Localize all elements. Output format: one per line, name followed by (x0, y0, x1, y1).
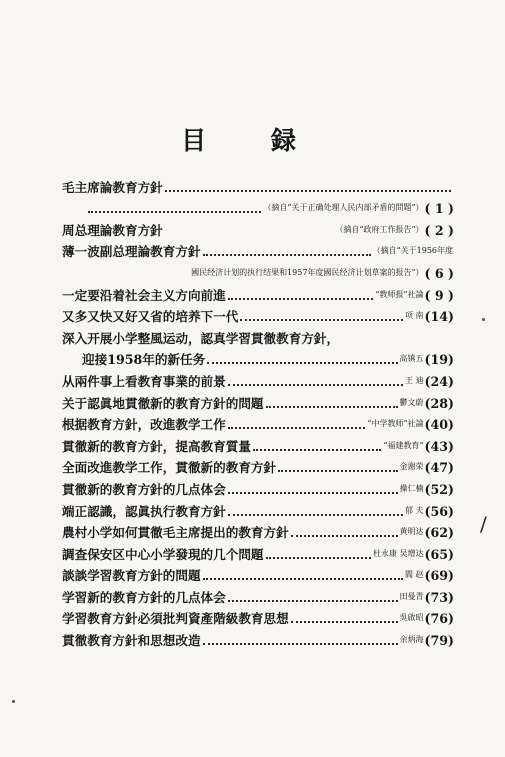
toc-entry[interactable] (62, 605, 454, 627)
entry-title: 学習新的教育方針的几点体会 (62, 589, 226, 605)
toc-entry[interactable] (62, 432, 454, 454)
toc-entry[interactable] (62, 303, 454, 325)
entry-source: 吳啟昭 (399, 613, 424, 623)
entry-page-number: (14) (424, 309, 454, 325)
entry-source: 项 南 (405, 311, 424, 321)
entry-page-number: (52) (424, 481, 454, 497)
entry-page-number: (56) (424, 503, 454, 519)
entry-page-number: (69) (424, 568, 454, 584)
entry-source: 余炳海 (399, 635, 424, 645)
dot-leader (240, 315, 403, 321)
entry-source: （摘自“关于1956年度 (372, 246, 453, 256)
toc-entry[interactable] (62, 389, 454, 411)
toc-entry[interactable] (62, 238, 454, 260)
toc-entry[interactable] (62, 173, 454, 195)
dot-leader (291, 617, 398, 623)
toc-entry[interactable] (62, 497, 454, 519)
entry-page-number: ( 1 ) (424, 201, 454, 217)
entry-page-number: (62) (424, 525, 454, 541)
entry-page-number: (79) (424, 633, 454, 649)
dot-leader (203, 250, 371, 256)
entry-source: 田曼青 (399, 591, 424, 601)
entry-title: 貫徹新的教育方針，提高教育質量 (62, 438, 251, 454)
toc-entry[interactable] (62, 583, 454, 605)
entry-page-number: (76) (424, 611, 454, 627)
toc-entry[interactable] (62, 454, 454, 476)
entry-source: “教师报”社論 (375, 289, 424, 299)
dot-leader (88, 207, 261, 213)
entry-title: 毛主席論教育方針 (62, 179, 163, 195)
entry-title: 薄一波副总理論教育方針 (62, 244, 201, 260)
entry-title: 又多又快又好又省的培养下一代 (62, 309, 239, 325)
entry-page-number: (47) (424, 460, 454, 476)
entry-source: 閻 赵 (405, 570, 424, 580)
dot-leader (291, 531, 398, 537)
toc-entry[interactable] (62, 324, 454, 346)
entry-title: 端正認識，認眞执行教育方針 (62, 503, 226, 519)
entry-title: 深入开展小学整風运动，認真学習貫徹教育方針， (62, 330, 340, 346)
entry-title: 根据教育方針，改進教学工作 (62, 417, 226, 433)
entry-source: 王 迪 (405, 375, 424, 385)
entry-source: 鬱文蔚 (399, 397, 424, 407)
entry-title: 从兩件事上看教育事業的前景 (62, 373, 226, 389)
entry-source: 黄明达 (399, 527, 424, 537)
dot-leader (228, 380, 403, 386)
entry-source: 金谢荣 (399, 462, 424, 472)
speck (12, 700, 15, 703)
dot-leader (266, 553, 372, 559)
entry-page-number: (43) (424, 438, 454, 454)
entry-source: 高镇五 (399, 354, 424, 364)
entry-title: 貫徹新的教育方針的几点体会 (62, 481, 226, 497)
dot-leader (228, 488, 398, 494)
pen-mark: / (480, 512, 487, 536)
entry-title: 全面改進教学工作，貫徹新的教育方針 (62, 460, 277, 476)
entry-title: 一定要沿着社会主义方向前進 (62, 287, 226, 303)
entry-source: 操仁楠 (399, 483, 424, 493)
toc-entry[interactable] (62, 346, 454, 368)
entry-source: “中学教师”社論 (367, 419, 424, 429)
dot-leader (253, 445, 381, 451)
toc-entry[interactable] (62, 562, 454, 584)
dot-leader (203, 639, 398, 645)
toc-entry[interactable] (62, 281, 454, 303)
entry-page-number: ( 9 ) (424, 287, 454, 303)
entry-title: 学習教育方針必須批判資產階級教育思想 (62, 611, 289, 627)
dot-leader (228, 596, 398, 602)
toc-list (62, 173, 454, 648)
entry-title: 迎接1958年的新任务 (82, 352, 206, 368)
speck (482, 318, 485, 321)
toc-entry[interactable] (62, 216, 454, 238)
dot-leader (228, 294, 374, 300)
dot-leader (228, 510, 403, 516)
entry-source: 郁 夫 (405, 505, 424, 515)
toc-entry[interactable] (62, 195, 454, 217)
entry-title: 調查保安区中心小学發現的几个問題 (62, 546, 264, 562)
entry-page-number: ( 6 ) (424, 265, 454, 281)
entry-page-number: ( 2 ) (424, 222, 454, 238)
entry-source: （摘自“政府工作报告”） (335, 224, 424, 234)
entry-page-number: (65) (424, 546, 454, 562)
entry-source: （摘自“关于正确处理人民内部矛盾的問題”） (263, 203, 424, 213)
toc-entry[interactable] (62, 259, 454, 281)
entry-source: “福建教育” (383, 440, 424, 450)
dot-leader (266, 402, 398, 408)
toc-entry[interactable] (62, 475, 454, 497)
entry-title: 周总理論教育方針 (62, 222, 163, 238)
entry-page-number: (28) (424, 395, 454, 411)
toc-entry[interactable] (62, 626, 454, 648)
entry-page-number: (73) (424, 589, 454, 605)
entry-source: 國民经济计划的执行结果和1957年度國民经济计划草案的报告”） (191, 267, 424, 277)
entry-title: 談談学習教育方針的問題 (62, 568, 201, 584)
dot-leader (165, 186, 451, 192)
entry-title: 農村小学如何貫徹毛主席提出的教育方針 (62, 525, 289, 541)
toc-entry[interactable] (62, 367, 454, 389)
entry-page-number: (19) (424, 352, 454, 368)
dot-leader (203, 574, 403, 580)
entry-title: 貫徹教育方針和思想改造 (62, 633, 201, 649)
toc-entry[interactable] (62, 411, 454, 433)
page-title: 目 録 (181, 126, 324, 155)
entry-page-number: (24) (424, 373, 454, 389)
toc-entry[interactable] (62, 540, 454, 562)
dot-leader (278, 466, 397, 472)
dot-leader (207, 358, 397, 364)
dot-leader (228, 423, 366, 429)
entry-source: 杜永康 吴增达 (373, 548, 424, 558)
entry-title: 关于認眞地貫徹新的教育方針的問題 (62, 395, 264, 411)
toc-entry[interactable] (62, 519, 454, 541)
entry-page-number: (40) (424, 417, 454, 433)
